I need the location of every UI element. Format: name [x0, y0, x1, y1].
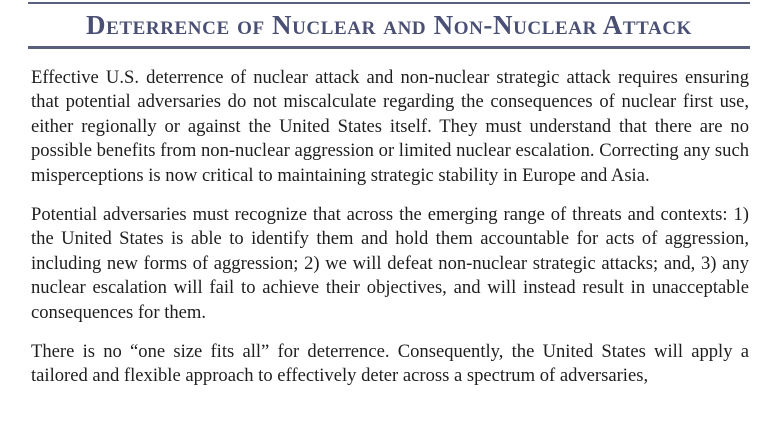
- section-heading: [28, 0, 750, 49]
- paragraph-2: Potential adversaries must recognize that across the emerging range of threats and contexts: 1) the United States is able to identify them and hold them accountable for acts of aggression, including new forms of aggression; 2) we will defeat non-nuclear strategic attacks; and, 3) any nuclear escalation will fail to achieve their objectives, and will instead result in unacceptable consequences for them.: [31, 204, 749, 323]
- body-text: [31, 66, 749, 404]
- heading-bottom-rule: [28, 46, 750, 49]
- section-title: Deterrence of Nuclear and Non-Nuclear Attack: [85, 10, 693, 40]
- paragraph-3: There is no “one size fits all” for deterrence. Consequently, the United States will apply a tailored and flexible approach to effectively deter across a spectrum of adversaries,: [31, 341, 749, 387]
- paragraph-1: Effective U.S. deterrence of nuclear attack and non-nuclear strategic attack requires ensuring that potential adversaries do not miscalculate regarding the consequences of nuclear first use, either regionally or against the United States itself. They must understand that there are no possible benefits from non-nuclear aggression or limited nuclear escalation. Correcting any such misperceptions is now critical to maintaining strategic stability in Europe and Asia.: [31, 67, 749, 186]
